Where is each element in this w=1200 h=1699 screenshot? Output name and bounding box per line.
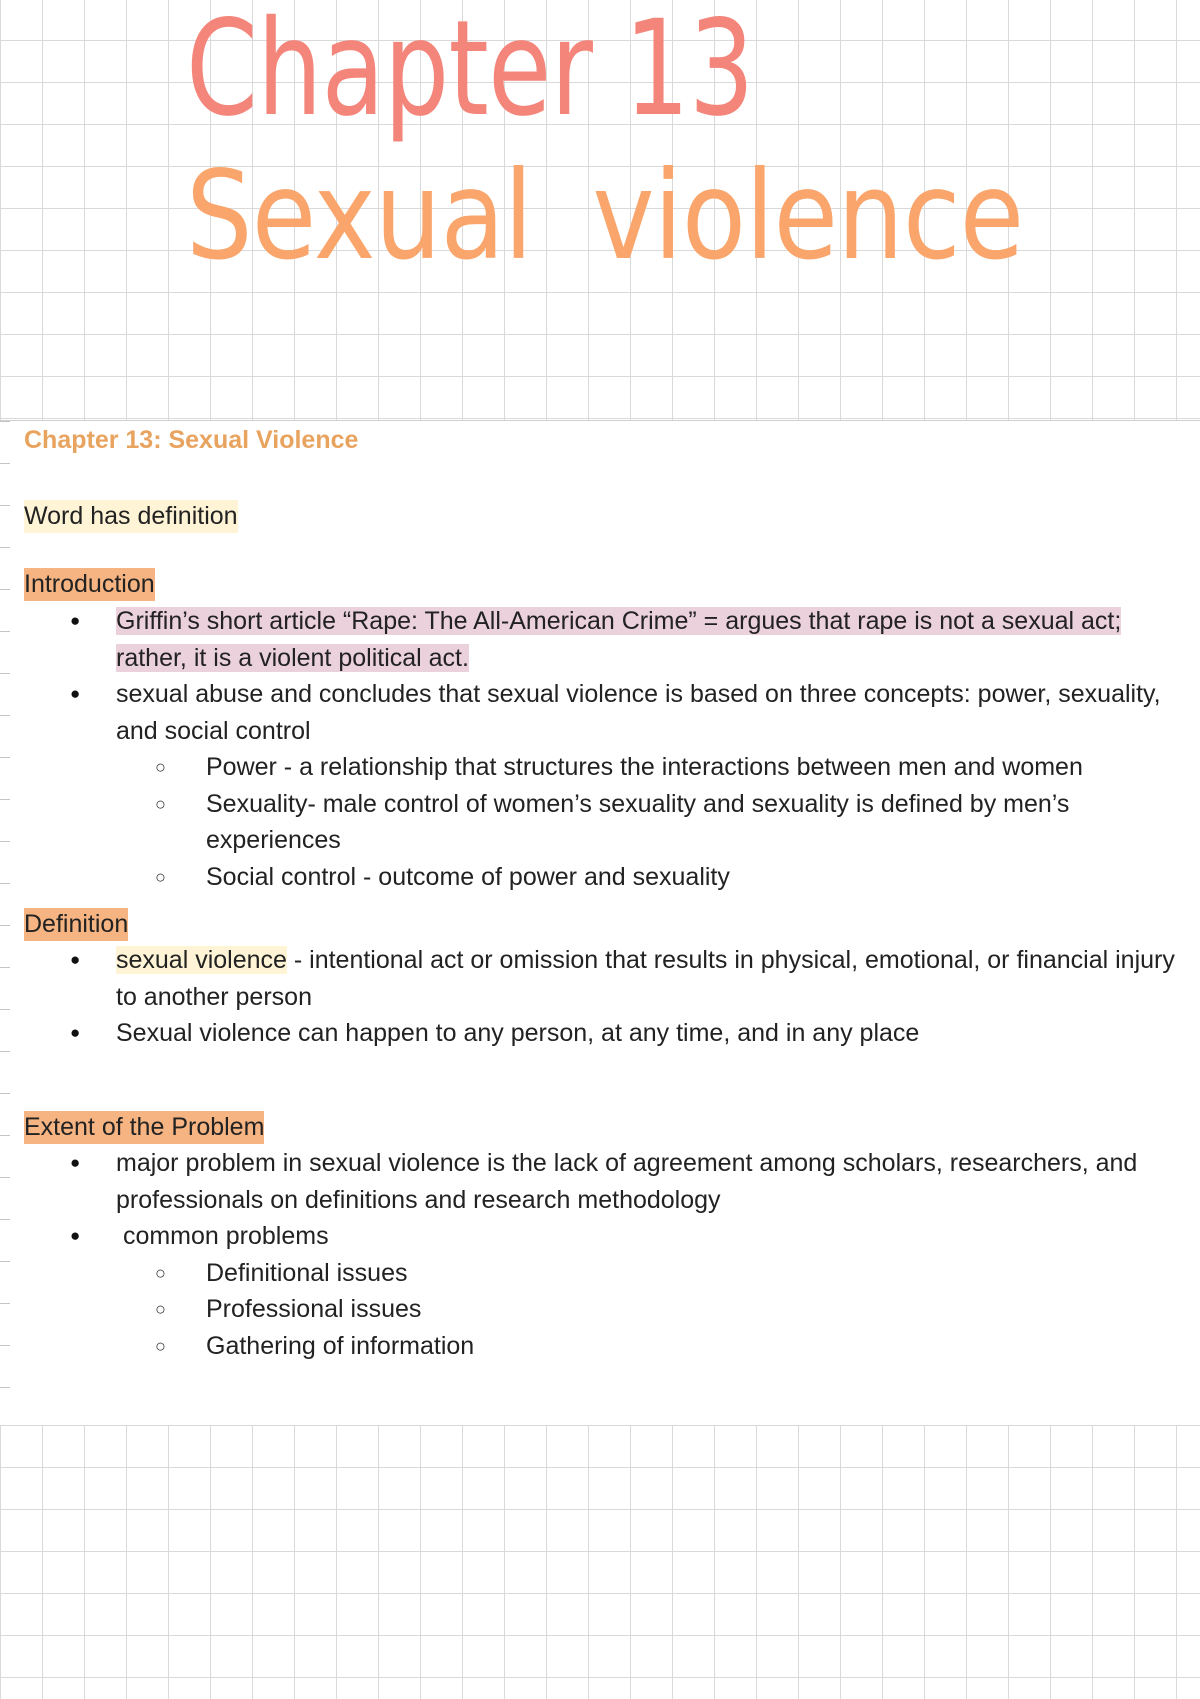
- common-problems-label: common problems: [116, 1222, 329, 1250]
- problem-item-gathering-information: ○ Gathering of information: [114, 1328, 1194, 1365]
- defined-term-sexual-violence: sexual violence: [116, 946, 287, 974]
- list-item: ● major problem in sexual violence is the lack of agreement among scholars, researchers, and professionals on definitions and research methodology: [24, 1145, 1194, 1218]
- list-item: [24, 1218, 1194, 1364]
- concepts-list: [116, 749, 1194, 895]
- list-item: [24, 603, 1194, 676]
- section-label-definition: Definition: [24, 908, 128, 941]
- margin-ticks: [0, 421, 10, 1426]
- graph-paper-bottom: [0, 1425, 1200, 1699]
- definition-list: [24, 942, 1194, 1052]
- handwritten-title-topic: [186, 145, 1023, 287]
- problem-item-professional: ○ Professional issues: [114, 1291, 1194, 1328]
- introduction-list: [24, 603, 1194, 895]
- concept-item-sexuality: ○ Sexuality- male control of women’s sexuality and sexuality is defined by men’s experiences: [114, 786, 1194, 859]
- list-item: ● Sexual violence can happen to any person, at any time, and in any place: [24, 1015, 1194, 1052]
- concept-item-power: ○ Power - a relationship that structures the interactions between men and women: [114, 749, 1194, 786]
- handwritten-title-chapter: Chapter 13: [186, 0, 754, 146]
- section-label-extent-of-the-problem: Extent of the Problem: [24, 1111, 264, 1144]
- handwritten-word-violence: violence: [592, 145, 1024, 287]
- handwritten-word-sexual: Sexual: [186, 145, 533, 287]
- legend-definition-key: Word has definition: [24, 500, 238, 533]
- problems-list: [116, 1255, 1194, 1365]
- list-item: [24, 942, 1194, 1015]
- problem-item-definitional: ○ Definitional issues: [114, 1255, 1194, 1292]
- definition-text: - intentional act or omission that results in physical, emotional, or financial injury to another person: [116, 946, 1175, 1011]
- three-concepts-note: sexual abuse and concludes that sexual violence is based on three concepts: power, sexuality, and social control: [116, 680, 1161, 745]
- concept-item-social-control: ○ Social control - outcome of power and sexuality: [114, 859, 1194, 896]
- section-label-introduction: Introduction: [24, 568, 155, 601]
- document-page: [0, 420, 1200, 1427]
- griffin-article-note: Griffin’s short article “Rape: The All-American Crime” = argues that rape is not a sexual act; rather, it is a violent political act.: [116, 607, 1122, 672]
- document-title: Chapter 13: Sexual Violence: [24, 426, 359, 454]
- extent-list: [24, 1145, 1194, 1364]
- list-item: [24, 676, 1194, 895]
